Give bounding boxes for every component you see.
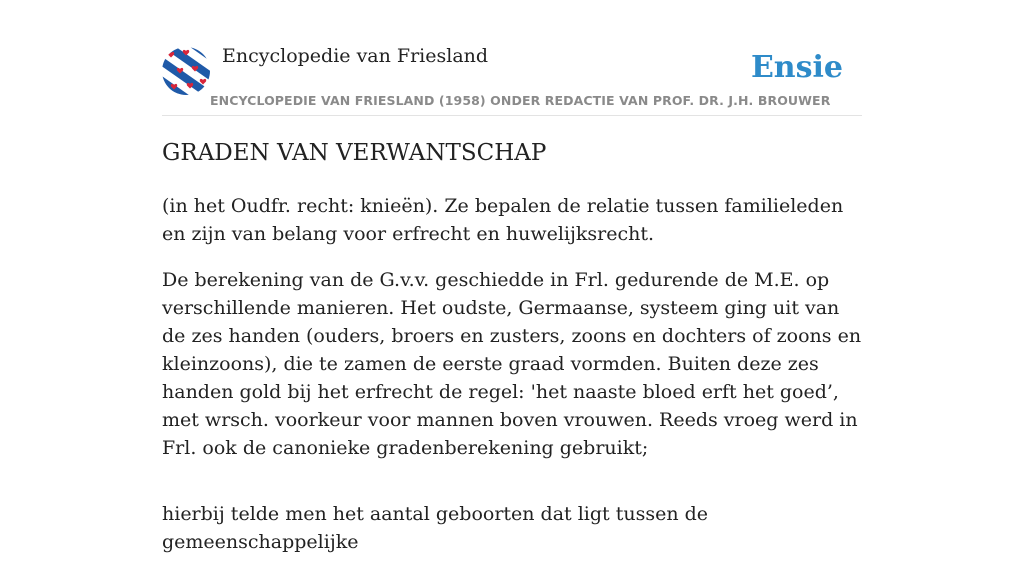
article-title: GRADEN VAN VERWANTSCHAP [162, 140, 547, 166]
article-paragraph: hierbij telde men het aantal geboorten dat ligt tussen de gemeenschappelijke [162, 503, 709, 553]
site-title-link[interactable]: Encyclopedie van Friesland [222, 45, 489, 67]
frisian-flag-icon-graphic [162, 47, 210, 95]
article-paragraph: (in het Oudfr. recht: knieën). Ze bepalen de relatie tussen familieleden en zijn van belang voor erfrecht en huwelijksrecht. [162, 195, 844, 245]
frisian-flag-icon[interactable] [162, 47, 210, 95]
article-body [162, 192, 862, 574]
ensie-brand-logo[interactable]: Ensie [750, 50, 843, 85]
header-divider [162, 115, 862, 116]
site-subtitle: ENCYCLOPEDIE VAN FRIESLAND (1958) ONDER REDACTIE VAN PROF. DR. J.H. BROUWER [210, 93, 831, 108]
article-paragraph: De berekening van de G.v.v. geschiedde in Frl. gedurende de M.E. op verschillende manieren. Het oudste, Germaanse, systeem ging uit van de zes handen (ouders, broers en zusters, zoons en dochters of zoons en kleinzoons), die te zamen de eerste graad vormden. Buiten deze zes handen gold bij het erfrecht de regel: 'het naaste bloed erft het goed’, met wrsch. voorkeur voor mannen boven vrouwen. Reeds vroeg werd in Frl. ook de canonieke gradenberekening gebruikt; [162, 269, 862, 459]
page [162, 0, 862, 553]
